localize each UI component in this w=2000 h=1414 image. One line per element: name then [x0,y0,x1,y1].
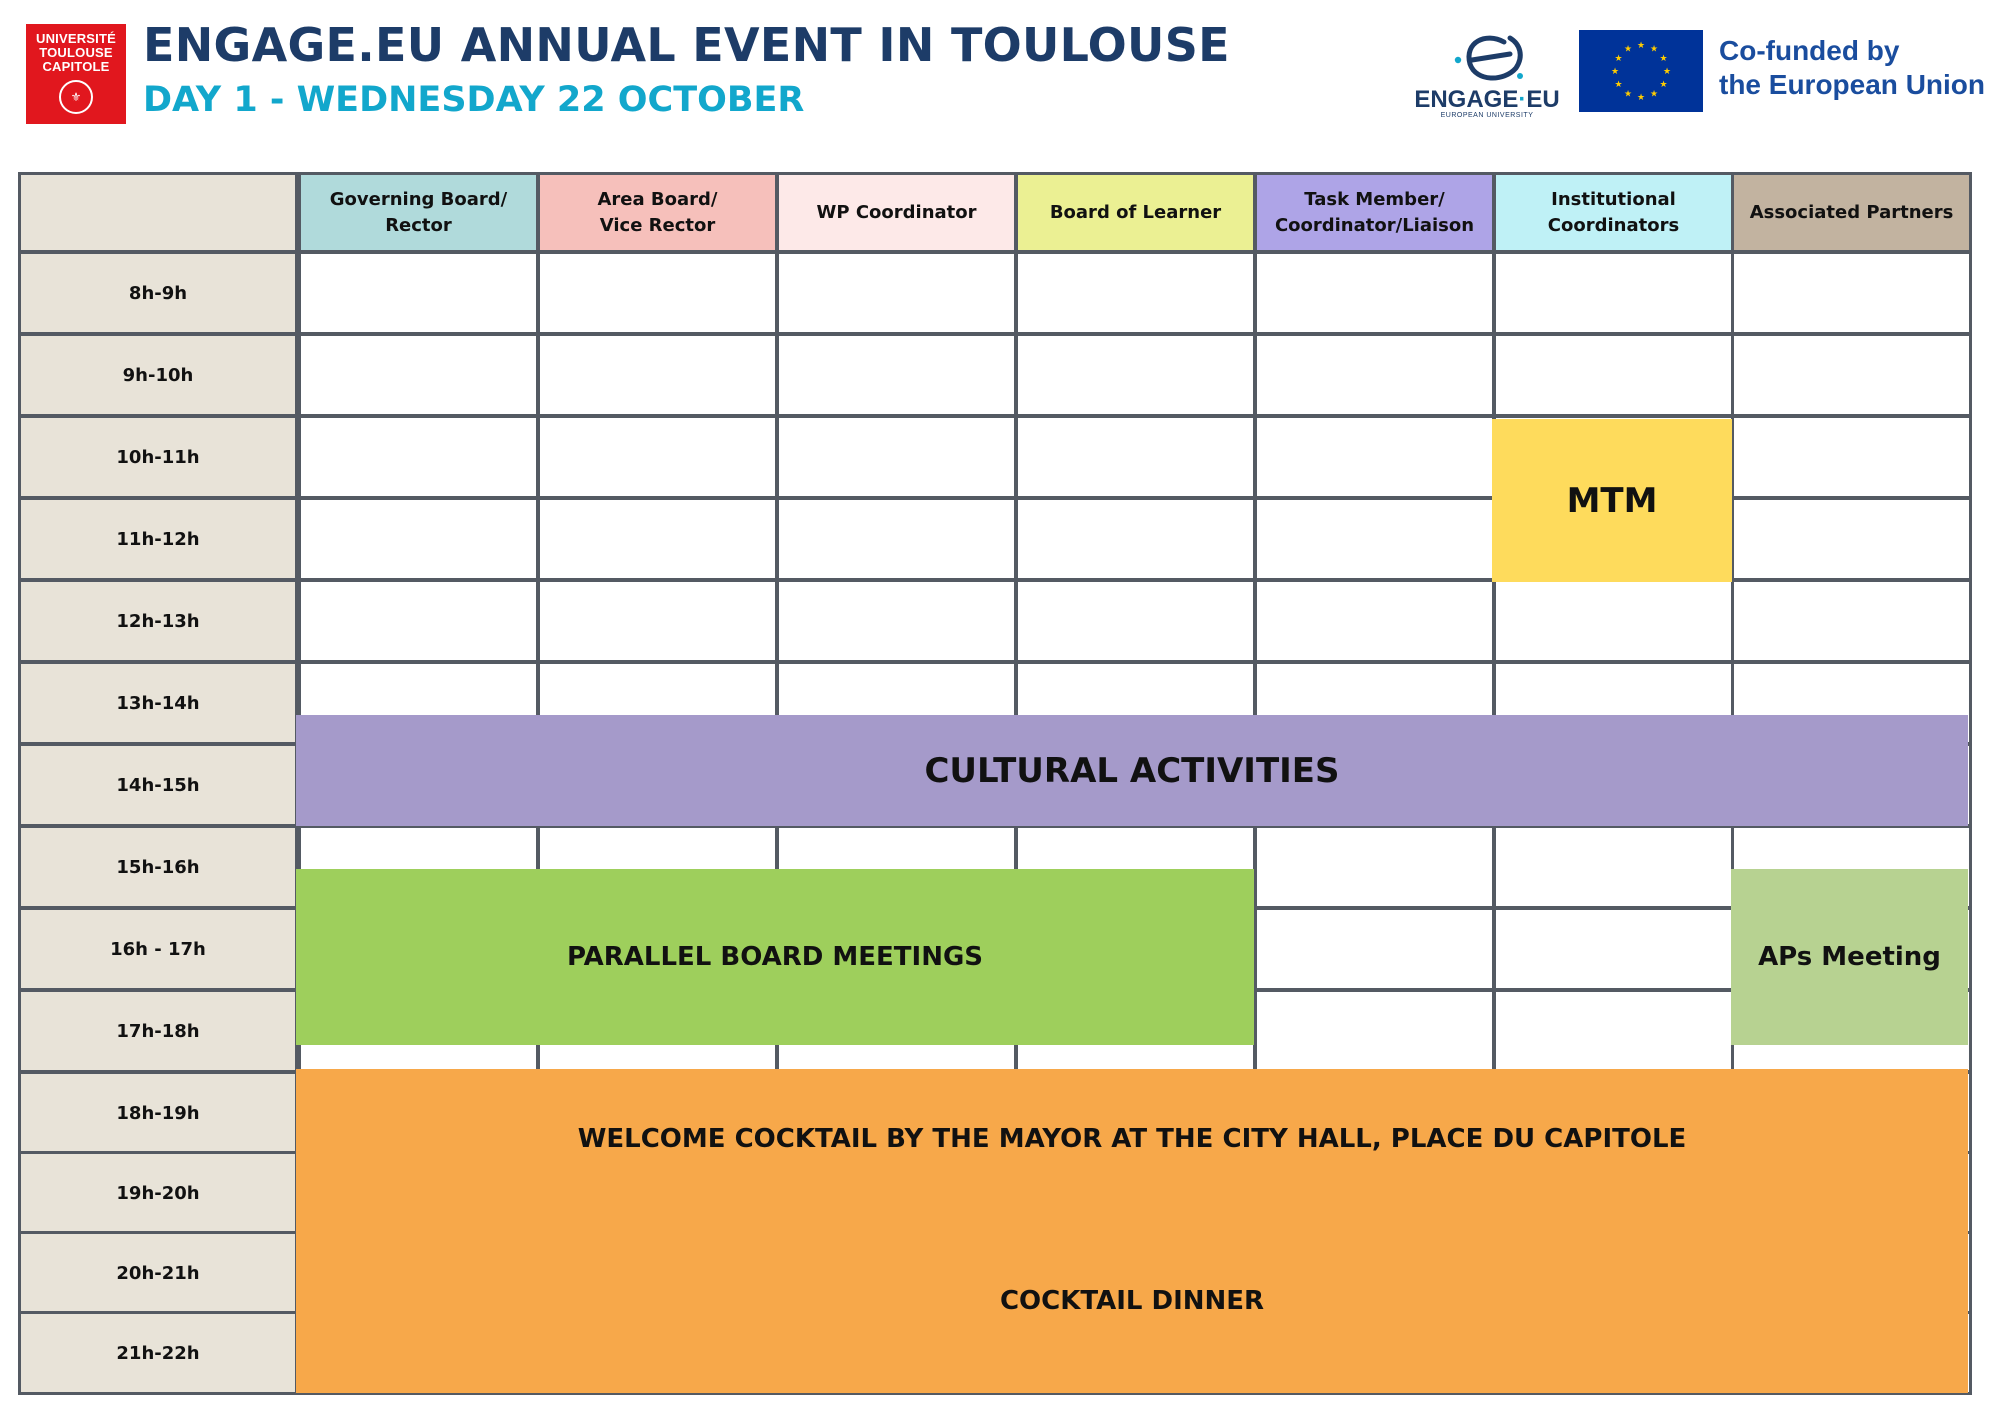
schedule-cell [298,579,539,663]
schedule-cell [298,251,539,335]
schedule-cell [1731,415,1972,499]
schedule-cell [1731,579,1972,663]
svg-text:★: ★ [1659,54,1668,64]
time-slot-label: 8h-9h [18,251,298,335]
event-welcome-cocktail[interactable] [296,1069,1968,1209]
schedule-cell [537,579,778,663]
event-parallel-board-meetings-label: PARALLEL BOARD MEETINGS [566,942,984,972]
time-slot-label: 17h-18h [18,989,298,1073]
engage-eu-wordmark [1412,86,1562,114]
schedule-cell [1493,907,1734,991]
time-slot-label: 13h-14h [18,661,298,745]
event-welcome-cocktail-label: WELCOME COCKTAIL BY THE MAYOR AT THE CITY HALL, PLACE DU CAPITOLE [577,1124,1687,1154]
eu-label-line-1: Co-funded by [1719,35,1900,66]
event-cocktail-dinner[interactable] [296,1209,1968,1393]
page-title: ENGAGE.EU ANNUAL EVENT IN TOULOUSE [143,18,1230,72]
schedule-grid [18,172,1968,1395]
time-slot-label: 20h-21h [18,1231,298,1315]
schedule-cell [298,333,539,417]
schedule-cell [1493,333,1734,417]
universite-toulouse-capitole-logo [26,24,126,124]
svg-text:★: ★ [1662,67,1672,77]
schedule-cell [1254,251,1495,335]
svg-text:★: ★ [1636,41,1646,51]
engage-wordmark-dot: · [1518,86,1527,113]
eu-flag-icon [1579,30,1703,112]
event-cultural-activities-label: CULTURAL ACTIVITIES [924,750,1340,791]
schedule-cell [1015,251,1256,335]
event-cocktail-dinner-label: COCKTAIL DINNER [999,1286,1265,1316]
event-cultural-activities[interactable] [296,715,1968,826]
schedule-cell [1493,825,1734,909]
schedule-cell [298,497,539,581]
column-header: Task Member/ Coordinator/Liaison [1254,172,1495,253]
schedule-cell [537,333,778,417]
column-header: Area Board/ Vice Rector [537,172,778,253]
svg-text:★: ★ [1649,44,1659,55]
eu-label-line-2: the European Union [1719,69,1985,100]
schedule-cell [1254,907,1495,991]
svg-text:★: ★ [1623,89,1633,100]
schedule-cell [1731,251,1972,335]
schedule-cell [776,333,1017,417]
schedule-cell [1254,497,1495,581]
schedule-cell [1015,415,1256,499]
engage-wordmark-end: EU [1526,86,1560,113]
column-header: Associated Partners [1731,172,1972,253]
schedule-cell [537,251,778,335]
engage-wordmark-main: ENGAGE [1414,86,1519,113]
schedule-cell [1493,251,1734,335]
schedule-cell [1254,579,1495,663]
column-header: Institutional Coordinators [1493,172,1734,253]
schedule-cell [1254,333,1495,417]
event-mtm-label: MTM [1566,480,1658,521]
logo-line-1: UNIVERSITÉ [35,31,116,46]
svg-text:★: ★ [1649,89,1659,100]
time-slot-label: 11h-12h [18,497,298,581]
schedule-cell [1254,825,1495,909]
corner-cell [18,172,298,253]
svg-text:★: ★ [1659,80,1668,90]
engage-eu-tagline: EUROPEAN UNIVERSITY [1440,112,1534,119]
schedule-cell [1254,989,1495,1073]
schedule-cell [1731,497,1972,581]
column-header: Governing Board/ Rector [298,172,539,253]
schedule-cell [537,497,778,581]
svg-text:★: ★ [1610,67,1620,77]
event-mtm[interactable] [1492,419,1732,582]
column-header: WP Coordinator [776,172,1017,253]
schedule-cell [776,497,1017,581]
schedule-cell [298,415,539,499]
logo-line-3: CAPITOLE [42,59,110,74]
eu-cofunded-label [1719,34,1985,102]
time-slot-label: 14h-15h [18,743,298,827]
schedule-cell [1493,989,1734,1073]
svg-text:★: ★ [1614,80,1623,90]
time-slot-label: 18h-19h [18,1071,298,1155]
schedule-cell [1015,497,1256,581]
seal-icon: ⚜ [59,80,93,114]
schedule-cell [1015,579,1256,663]
schedule-cell [776,251,1017,335]
schedule-cell [1493,579,1734,663]
time-slot-label: 12h-13h [18,579,298,663]
time-slot-label: 10h-11h [18,415,298,499]
svg-text:★: ★ [1614,54,1623,64]
time-slot-label: 15h-16h [18,825,298,909]
event-aps-meeting-label: APs Meeting [1758,942,1941,972]
time-slot-label: 21h-22h [18,1311,298,1395]
event-aps-meeting[interactable] [1731,869,1968,1045]
svg-text:★: ★ [1623,44,1633,55]
page-subtitle: DAY 1 - WEDNESDAY 22 OCTOBER [143,80,805,120]
time-slot-label: 19h-20h [18,1151,298,1235]
svg-text:★: ★ [1636,93,1646,103]
logo-line-2: TOULOUSE [39,45,113,60]
column-header: Board of Learner [1015,172,1256,253]
schedule-cell [776,415,1017,499]
event-parallel-board-meetings[interactable] [296,869,1254,1045]
schedule-cell [1731,333,1972,417]
schedule-cell [776,579,1017,663]
schedule-cell [1015,333,1256,417]
schedule-cell [1254,415,1495,499]
time-slot-label: 16h - 17h [18,907,298,991]
time-slot-label: 9h-10h [18,333,298,417]
schedule-cell [537,415,778,499]
